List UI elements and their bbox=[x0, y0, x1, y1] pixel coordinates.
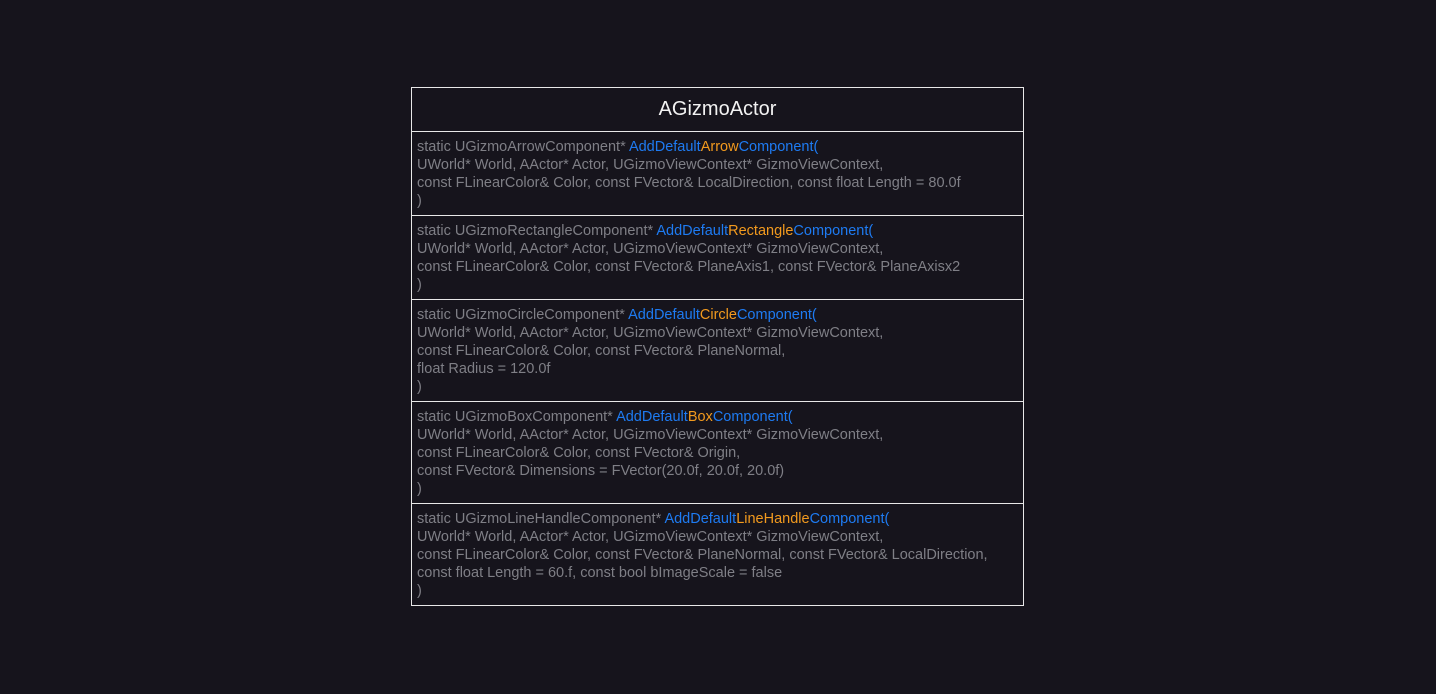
method-signature-line bbox=[417, 222, 1018, 240]
return-type: static UGizmoArrowComponent* bbox=[417, 139, 629, 155]
method-signature-line bbox=[417, 306, 1018, 324]
return-type: static UGizmoBoxComponent* bbox=[417, 409, 617, 425]
param-line: const FLinearColor& Color, const FVector& PlaneAxis1, const FVector& PlaneAxisx2 bbox=[417, 259, 961, 275]
method-signature-line bbox=[417, 408, 1018, 426]
param-line: UWorld* World, AActor* Actor, UGizmoViewContext* GizmoViewContext, bbox=[417, 325, 884, 341]
class-name: AGizmoActor bbox=[412, 88, 1023, 132]
open-paren: ( bbox=[813, 139, 819, 155]
method-name-prefix: AddDefault bbox=[628, 139, 701, 155]
close-paren: ) bbox=[417, 481, 422, 497]
method-add-default-box-component bbox=[412, 402, 1023, 504]
method-name-suffix: Component bbox=[736, 307, 812, 323]
method-name-suffix: Component bbox=[793, 223, 869, 239]
method-add-default-circle-component bbox=[412, 300, 1023, 402]
method-add-default-arrow-component bbox=[412, 132, 1023, 216]
param-line: UWorld* World, AActor* Actor, UGizmoViewContext* GizmoViewContext, bbox=[417, 157, 884, 173]
method-name-highlight: Box bbox=[687, 409, 713, 425]
method-name-prefix: AddDefault bbox=[664, 511, 737, 527]
return-type: static UGizmoCircleComponent* bbox=[417, 307, 629, 323]
param-line: UWorld* World, AActor* Actor, UGizmoViewContext* GizmoViewContext, bbox=[417, 427, 884, 443]
param-line: const float Length = 60.f, const bool bImageScale = false bbox=[417, 565, 783, 581]
param-line: float Radius = 120.0f bbox=[417, 361, 551, 377]
method-signature-line bbox=[417, 510, 1018, 528]
close-paren: ) bbox=[417, 379, 422, 395]
method-add-default-rectangle-component bbox=[412, 216, 1023, 300]
close-paren: ) bbox=[417, 193, 422, 209]
method-name-prefix: AddDefault bbox=[628, 307, 700, 323]
param-line: const FLinearColor& Color, const FVector& Origin, bbox=[417, 445, 741, 461]
method-name-prefix: AddDefault bbox=[616, 409, 688, 425]
method-signature-line bbox=[417, 138, 1018, 156]
param-line: const FVector& Dimensions = FVector(20.0f, 20.0f, 20.0f) bbox=[417, 463, 785, 479]
param-line: UWorld* World, AActor* Actor, UGizmoViewContext* GizmoViewContext, bbox=[417, 241, 884, 257]
method-add-default-line-handle-component bbox=[412, 504, 1023, 605]
method-name-suffix: Component bbox=[738, 139, 814, 155]
open-paren: ( bbox=[868, 223, 874, 239]
open-paren: ( bbox=[811, 307, 817, 323]
return-type: static UGizmoLineHandleComponent* bbox=[417, 511, 665, 527]
open-paren: ( bbox=[787, 409, 793, 425]
open-paren: ( bbox=[884, 511, 890, 527]
method-name-suffix: Component bbox=[712, 409, 788, 425]
method-name-highlight: Arrow bbox=[700, 139, 739, 155]
return-type: static UGizmoRectangleComponent* bbox=[417, 223, 657, 239]
method-name-highlight: LineHandle bbox=[736, 511, 810, 527]
param-line: const FLinearColor& Color, const FVector& PlaneNormal, const FVector& LocalDirection, bbox=[417, 547, 988, 563]
method-name-suffix: Component bbox=[809, 511, 885, 527]
uml-class-box bbox=[411, 87, 1024, 606]
param-line: UWorld* World, AActor* Actor, UGizmoViewContext* GizmoViewContext, bbox=[417, 529, 884, 545]
method-name-prefix: AddDefault bbox=[656, 223, 729, 239]
close-paren: ) bbox=[417, 583, 422, 599]
method-name-highlight: Circle bbox=[699, 307, 737, 323]
param-line: const FLinearColor& Color, const FVector& PlaneNormal, bbox=[417, 343, 786, 359]
close-paren: ) bbox=[417, 277, 422, 293]
method-name-highlight: Rectangle bbox=[728, 223, 794, 239]
param-line: const FLinearColor& Color, const FVector& LocalDirection, const float Length = 80.0f bbox=[417, 175, 961, 191]
